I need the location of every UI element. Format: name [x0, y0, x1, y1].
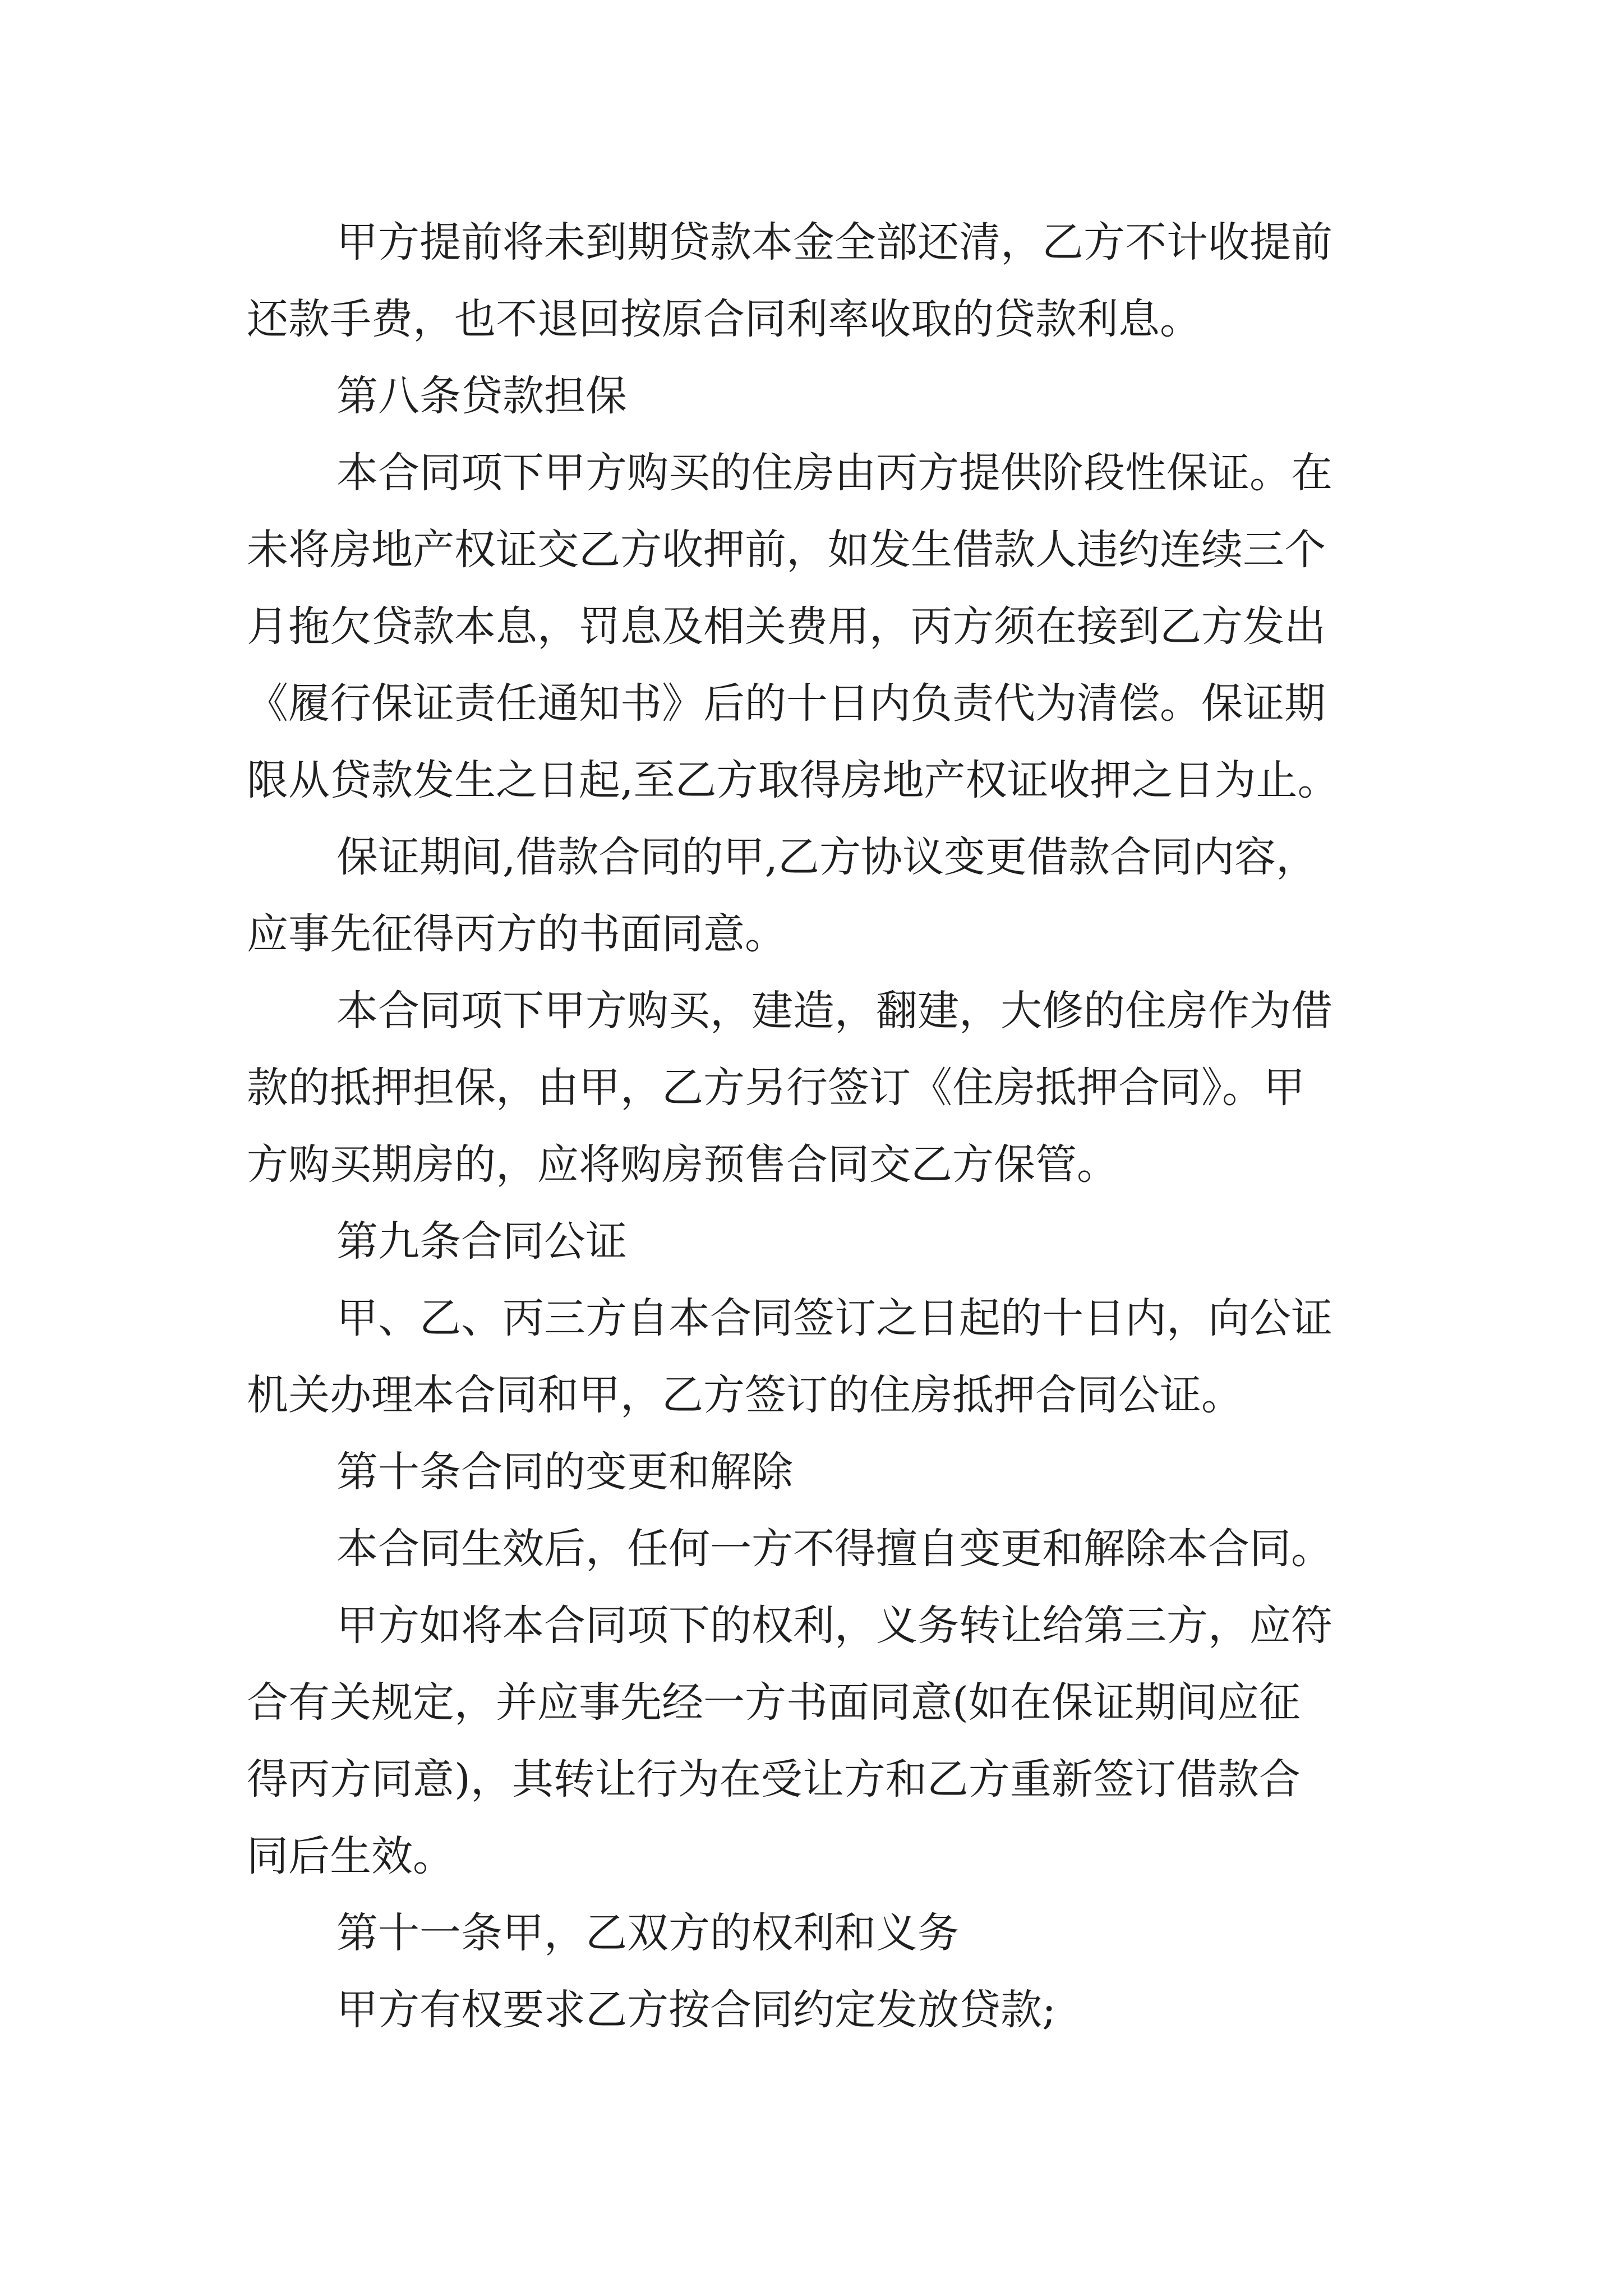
text-line: 款的抵押担保，由甲，乙方另行签订《住房抵押合同》。甲 — [247, 1064, 1305, 1112]
section-heading: 第十条合同的变更和解除 — [336, 1448, 793, 1496]
text-line: 甲、乙、丙三方自本合同签订之日起的十日内，向公证 — [336, 1294, 1332, 1342]
text-line: 甲方有权要求乙方按合同约定发放贷款; — [336, 1986, 1056, 2034]
text-line: 方购买期房的，应将购房预售合同交乙方保管。 — [247, 1140, 1118, 1189]
text-line: 得丙方同意)，其转让行为在受让方和乙方重新签订借款合 — [247, 1755, 1301, 1803]
section-heading: 第八条贷款担保 — [336, 372, 627, 420]
text-line: 还款手费，也不退回按原合同利率收取的贷款利息。 — [247, 295, 1201, 343]
text-line: 月拖欠贷款本息，罚息及相关费用，丙方须在接到乙方发出 — [247, 602, 1326, 651]
text-line: 同后生效。 — [247, 1832, 454, 1880]
text-line: 机关办理本合同和甲，乙方签订的住房抵押合同公证。 — [247, 1371, 1243, 1419]
text-line: 《履行保证责任通知书》后的十日内负责代为清偿。保证期 — [247, 679, 1326, 728]
text-line: 甲方如将本合同项下的权利，义务转让给第三方，应符 — [336, 1602, 1332, 1650]
text-line: 本合同项下甲方购买的住房由丙方提供阶段性保证。在 — [336, 449, 1332, 497]
text-line: 应事先征得丙方的书面同意。 — [247, 910, 786, 958]
text-line: 未将房地产权证交乙方收押前，如发生借款人违约连续三个 — [247, 526, 1326, 574]
text-line: 甲方提前将未到期贷款本金全部还清，乙方不计收提前 — [336, 218, 1332, 266]
section-heading: 第九条合同公证 — [336, 1217, 627, 1266]
text-line: 本合同生效后，任何一方不得擅自变更和解除本合同。 — [336, 1525, 1332, 1573]
text-line: 本合同项下甲方购买，建造，翻建，大修的住房作为借 — [336, 987, 1332, 1035]
section-heading: 第十一条甲，乙双方的权利和义务 — [336, 1909, 959, 1957]
text-line: 保证期间,借款合同的甲,乙方协议变更借款合同内容， — [336, 833, 1318, 881]
text-line: 合有关规定，并应事先经一方书面同意(如在保证期间应征 — [247, 1678, 1301, 1727]
text-line: 限从贷款发生之日起,至乙方取得房地产权证收押之日为止。 — [247, 756, 1339, 804]
